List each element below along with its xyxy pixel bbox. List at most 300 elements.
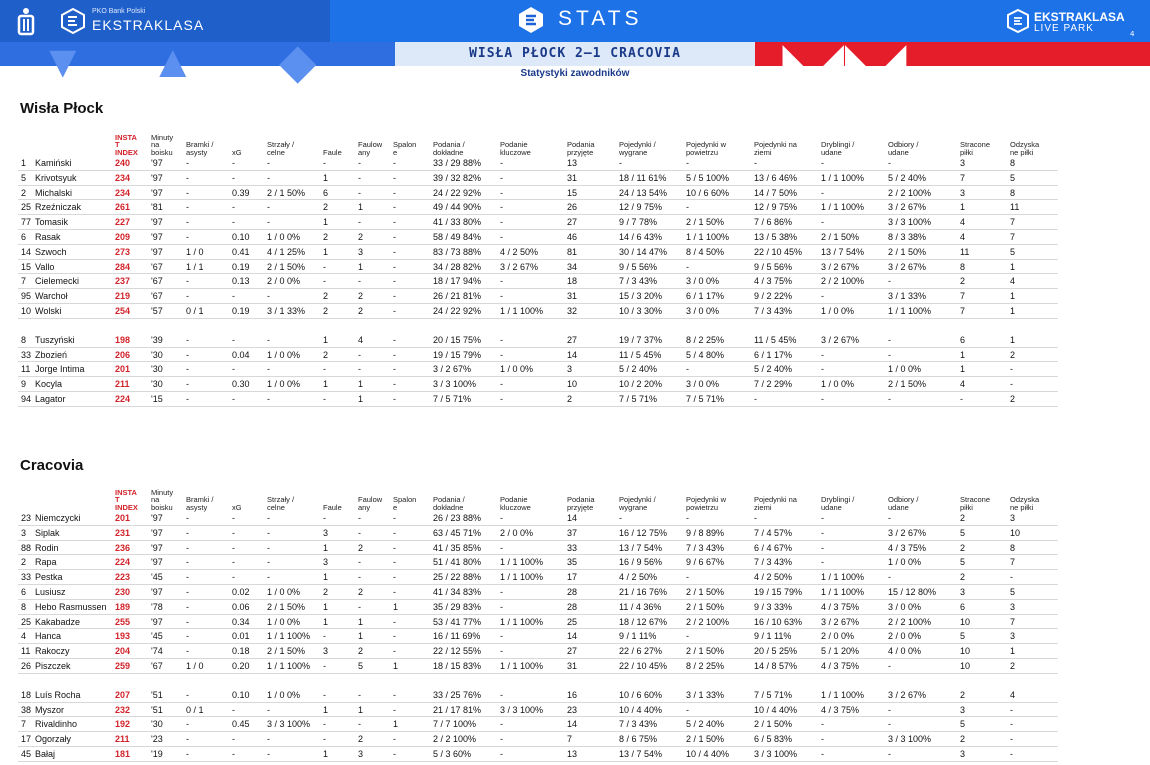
league-label: EKSTRAKLASA — [92, 17, 205, 33]
cell-lost-balls: 2 — [960, 513, 966, 523]
cell-minutes: '97 — [151, 542, 163, 553]
cell-key-passes: - — [500, 393, 503, 404]
cell-dribbles: 13 / 7 54% — [821, 246, 865, 257]
player-name: Pestka — [35, 572, 63, 583]
cell-goals-assists: 1 / 0 — [186, 660, 204, 671]
table-row — [18, 747, 1058, 762]
home-crest-decoration: ▼ — [40, 35, 86, 87]
table-row — [18, 511, 1058, 526]
cell-passes: 25 / 22 88% — [433, 572, 482, 583]
cell-tackles: 3 / 0 0% — [888, 601, 922, 612]
cell-goals-assists: - — [186, 334, 189, 345]
away-crest-decoration: ◣◢◣◢ — [783, 38, 908, 80]
cell-key-passes: - — [500, 734, 503, 745]
cell-recovered-balls: 10 — [1010, 527, 1021, 538]
cell-fouls: - — [323, 631, 326, 642]
cell-fouled: - — [358, 364, 361, 375]
cell-duels: 14 / 6 43% — [619, 231, 663, 242]
cell-duels: 22 / 6 27% — [619, 646, 663, 657]
cell-shots: - — [267, 364, 270, 375]
player-number: 1 — [21, 158, 27, 168]
cell-ground-duels: 3 / 3 100% — [754, 748, 798, 759]
pko-logo-icon — [16, 6, 46, 36]
header-shots: Strzały / celne — [267, 495, 295, 512]
header-fouled: Faulow any — [358, 495, 383, 512]
cell-insta-index: 206 — [115, 349, 131, 360]
cell-key-passes: - — [500, 601, 503, 612]
cell-recovered-balls: - — [1010, 379, 1013, 390]
cell-recovered-balls: 3 — [1010, 601, 1016, 612]
cell-dribbles: 4 / 3 75% — [821, 601, 860, 612]
cell-minutes: '30 — [151, 349, 163, 360]
cell-dribbles: 4 / 3 75% — [821, 660, 860, 671]
table-row — [18, 377, 1058, 392]
cell-aerial-duels: 5 / 4 80% — [686, 349, 725, 360]
cell-offsides: - — [393, 379, 396, 390]
cell-passes-received: 33 — [567, 542, 578, 553]
header-passes: Podania / dokładne — [433, 140, 465, 157]
cell-offsides: - — [393, 527, 396, 538]
cell-key-passes: - — [500, 334, 503, 345]
header-ground-duels: Pojedynki na ziemi — [754, 495, 797, 512]
cell-key-passes: 4 / 2 50% — [500, 246, 539, 257]
cell-tackles: 3 / 2 67% — [888, 527, 927, 538]
cell-shots: 2 / 1 50% — [267, 261, 306, 272]
cell-passes-received: 16 — [567, 689, 578, 700]
cell-duels: 7 / 3 43% — [619, 276, 658, 287]
cell-passes-received: 31 — [567, 291, 578, 302]
cell-insta-index: 236 — [115, 542, 131, 553]
cell-recovered-balls: 1 — [1010, 305, 1016, 316]
cell-fouls: - — [323, 689, 326, 700]
cell-goals-assists: - — [186, 631, 189, 642]
cell-xg: 0.10 — [232, 689, 250, 700]
player-number: 15 — [21, 261, 32, 272]
cell-offsides: - — [393, 646, 396, 657]
player-number: 17 — [21, 734, 32, 745]
cell-aerial-duels: 9 / 6 67% — [686, 557, 725, 568]
cell-ground-duels: - — [754, 513, 757, 523]
cell-fouls: 1 — [323, 748, 329, 759]
cell-duels: - — [619, 158, 622, 168]
cell-aerial-duels: - — [686, 704, 689, 715]
cell-duels: 9 / 5 56% — [619, 261, 658, 272]
header-key-passes: Podanie kluczowe — [500, 140, 531, 157]
cell-passes-received: 7 — [567, 734, 573, 745]
table-row — [18, 289, 1058, 304]
cell-xg: - — [232, 334, 235, 345]
cell-tackles: - — [888, 349, 891, 360]
player-number: 95 — [21, 291, 32, 302]
cell-xg: 0.02 — [232, 586, 250, 597]
table-row — [18, 230, 1058, 245]
cell-aerial-duels: 8 / 2 25% — [686, 660, 725, 671]
header-duels: Pojedynki / wygrane — [619, 495, 656, 512]
cell-offsides: 1 — [393, 719, 399, 730]
cell-shots: 3 / 3 100% — [267, 719, 311, 730]
cell-dribbles: 2 / 1 50% — [821, 231, 860, 242]
cell-recovered-balls: 5 — [1010, 586, 1016, 597]
cell-fouls: 1 — [323, 172, 329, 183]
table-row — [18, 526, 1058, 541]
cell-fouls: - — [323, 719, 326, 730]
cell-duels: - — [619, 513, 622, 523]
cell-aerial-duels: 2 / 2 100% — [686, 616, 730, 627]
cell-aerial-duels: 7 / 5 71% — [686, 393, 725, 404]
cell-ground-duels: 11 / 5 45% — [754, 334, 797, 345]
cell-aerial-duels: 7 / 3 43% — [686, 542, 725, 553]
cell-lost-balls: 11 — [960, 246, 970, 257]
cell-lost-balls: 2 — [960, 572, 966, 583]
cell-passes: 16 / 11 69% — [433, 631, 481, 642]
cell-passes: 58 / 49 84% — [433, 231, 482, 242]
cell-tackles: 1 / 0 0% — [888, 557, 922, 568]
cell-xg: - — [232, 527, 235, 538]
cell-shots: - — [267, 334, 270, 345]
cell-minutes: '51 — [151, 689, 163, 700]
cell-shots: - — [267, 158, 270, 168]
cell-dribbles: - — [821, 748, 824, 759]
cell-duels: 4 / 2 50% — [619, 572, 658, 583]
cell-aerial-duels: - — [686, 631, 689, 642]
cell-ground-duels: - — [754, 158, 757, 168]
cell-duels: 8 / 6 75% — [619, 734, 658, 745]
table-row — [18, 156, 1058, 171]
player-name: Rakoczy — [35, 646, 70, 657]
header-duels: Pojedynki / wygrane — [619, 140, 656, 157]
cell-aerial-duels: 2 / 1 50% — [686, 601, 725, 612]
cell-lost-balls: 2 — [960, 734, 966, 745]
livepark-logo-icon — [1007, 9, 1029, 33]
cell-minutes: '45 — [151, 572, 163, 583]
cell-lost-balls: 3 — [960, 187, 966, 198]
cell-duels: 10 / 2 20% — [619, 379, 663, 390]
header-xg: xG — [232, 502, 242, 512]
player-number: 33 — [21, 572, 32, 583]
cell-goals-assists: - — [186, 364, 189, 375]
header-fouled: Faulow any — [358, 140, 383, 157]
cell-insta-index: 223 — [115, 572, 131, 583]
cell-lost-balls: 4 — [960, 217, 966, 228]
cell-passes: 5 / 3 60% — [433, 748, 472, 759]
player-name: Myszor — [35, 704, 64, 715]
cell-lost-balls: 3 — [960, 158, 966, 168]
cell-tackles: 2 / 2 100% — [888, 187, 932, 198]
cell-dribbles: - — [821, 557, 824, 568]
cell-duels: 24 / 13 54% — [619, 187, 668, 198]
cell-aerial-duels: 3 / 0 0% — [686, 379, 720, 390]
cell-tackles: 3 / 1 33% — [888, 291, 927, 302]
cell-lost-balls: 10 — [960, 660, 971, 671]
cell-duels: 10 / 4 40% — [619, 704, 663, 715]
cell-goals-assists: - — [186, 217, 189, 228]
table-row — [18, 615, 1058, 630]
cell-dribbles: 1 / 0 0% — [821, 305, 855, 316]
table-row — [18, 659, 1058, 674]
home-crest-decoration: ▲ — [150, 35, 196, 87]
cell-xg: - — [232, 513, 235, 523]
header-offsides: Spalon e — [393, 495, 417, 512]
cell-shots: 2 / 1 50% — [267, 601, 306, 612]
cell-offsides: - — [393, 231, 396, 242]
cell-aerial-duels: 2 / 1 50% — [686, 217, 725, 228]
cell-tackles: - — [888, 513, 891, 523]
cell-recovered-balls: 7 — [1010, 231, 1016, 242]
header-passes-received: Podania przyjęte — [567, 140, 595, 157]
cell-passes: 7 / 5 71% — [433, 393, 472, 404]
cell-goals-assists: - — [186, 276, 189, 287]
player-number: 2 — [21, 187, 27, 198]
header-offsides: Spalon e — [393, 140, 417, 157]
header-minutes: Minuty na boisku — [151, 487, 174, 512]
cell-shots: 1 / 0 0% — [267, 231, 301, 242]
cell-passes-received: 32 — [567, 305, 578, 316]
team-name-home: Wisła Płock — [20, 100, 104, 117]
cell-duels: 15 / 3 20% — [619, 291, 663, 302]
cell-insta-index: 201 — [115, 364, 131, 375]
cell-tackles: - — [888, 158, 891, 168]
player-name: Kakabadze — [35, 616, 81, 627]
cell-duels: 22 / 10 45% — [619, 660, 668, 671]
cell-goals-assists: - — [186, 542, 189, 553]
header-fouls: Faule — [323, 147, 342, 157]
cell-goals-assists: - — [186, 586, 189, 597]
cell-passes: 20 / 15 75% — [433, 334, 482, 345]
cell-recovered-balls: 1 — [1010, 646, 1016, 657]
cell-minutes: '97 — [151, 231, 163, 242]
cell-recovered-balls: 5 — [1010, 246, 1016, 257]
cell-fouled: 2 — [358, 291, 364, 302]
cell-passes-received: 31 — [567, 172, 578, 183]
player-number: 7 — [21, 276, 27, 287]
header-goals-assists: Bramki / asysty — [186, 140, 214, 157]
cell-dribbles: 3 / 2 67% — [821, 261, 860, 272]
player-number: 6 — [21, 586, 27, 597]
player-number: 25 — [21, 616, 32, 627]
cell-key-passes: 2 / 0 0% — [500, 527, 534, 538]
cell-recovered-balls: 1 — [1010, 261, 1016, 272]
cell-offsides: - — [393, 542, 396, 553]
cell-fouls: - — [323, 734, 326, 745]
cell-duels: 5 / 2 40% — [619, 364, 658, 375]
player-name: Zbozień — [35, 349, 68, 360]
player-name: Jorge Intima — [35, 364, 85, 375]
cell-shots: - — [267, 557, 270, 568]
cell-ground-duels: 19 / 15 79% — [754, 586, 803, 597]
cell-aerial-duels: 5 / 2 40% — [686, 719, 725, 730]
cell-fouled: - — [358, 557, 361, 568]
cell-tackles: - — [888, 748, 891, 759]
cell-xg: - — [232, 572, 235, 583]
cell-recovered-balls: 7 — [1010, 557, 1016, 568]
cell-xg: 0.34 — [232, 616, 250, 627]
match-title: WISŁA PŁOCK 2–1 CRACOVIA — [469, 46, 681, 61]
cell-recovered-balls: 8 — [1010, 187, 1016, 198]
cell-dribbles: - — [821, 158, 824, 168]
cell-lost-balls: 6 — [960, 601, 966, 612]
cell-minutes: '97 — [151, 217, 163, 228]
cell-fouled: 1 — [358, 704, 364, 715]
cell-minutes: '67 — [151, 276, 163, 287]
cell-recovered-balls: - — [1010, 572, 1013, 583]
cell-passes-received: 2 — [567, 393, 573, 404]
cell-fouls: 1 — [323, 542, 329, 553]
cell-ground-duels: - — [754, 393, 757, 404]
cell-ground-duels: 7 / 5 71% — [754, 689, 793, 700]
cell-lost-balls: - — [960, 393, 963, 404]
cell-goals-assists: - — [186, 158, 189, 168]
header-lost-balls: Stracone piłki — [960, 140, 991, 157]
cell-ground-duels: 7 / 2 29% — [754, 379, 793, 390]
cell-duels: 9 / 1 11% — [619, 631, 657, 642]
cell-passes-received: 10 — [567, 379, 578, 390]
cell-offsides: - — [393, 364, 396, 375]
cell-duels: 13 / 7 54% — [619, 748, 663, 759]
cell-insta-index: 193 — [115, 631, 131, 642]
cell-key-passes: 1 / 1 100% — [500, 616, 544, 627]
match-subtitle: Statystyki zawodników — [520, 68, 630, 79]
cell-fouls: - — [323, 158, 326, 168]
cell-offsides: - — [393, 217, 396, 228]
cell-aerial-duels: 3 / 1 33% — [686, 689, 725, 700]
cell-fouled: - — [358, 217, 361, 228]
group-spacer — [18, 674, 1058, 688]
cell-fouled: - — [358, 276, 361, 287]
ekstraklasa-logo-icon — [60, 8, 86, 34]
cell-goals-assists: 0 / 1 — [186, 704, 204, 715]
cell-insta-index: 201 — [115, 513, 131, 523]
cell-shots: - — [267, 748, 270, 759]
cell-lost-balls: 1 — [960, 202, 966, 213]
cell-tackles: 5 / 2 40% — [888, 172, 927, 183]
cell-shots: - — [267, 393, 270, 404]
cell-passes: 83 / 73 88% — [433, 246, 482, 257]
cell-xg: 0.45 — [232, 719, 250, 730]
cell-shots: - — [267, 172, 270, 183]
cell-xg: 0.18 — [232, 646, 250, 657]
player-number: 25 — [21, 202, 32, 213]
cell-insta-index: 227 — [115, 217, 131, 228]
cell-recovered-balls: 8 — [1010, 542, 1016, 553]
cell-minutes: '67 — [151, 261, 163, 272]
home-color-block — [0, 35, 395, 87]
cell-offsides: - — [393, 291, 396, 302]
cell-insta-index: 211 — [115, 379, 130, 390]
stats-logo-icon — [517, 6, 545, 34]
player-number: 14 — [21, 246, 32, 257]
cell-passes-received: 34 — [567, 261, 578, 272]
cell-tackles: 4 / 0 0% — [888, 646, 922, 657]
cell-minutes: '30 — [151, 379, 163, 390]
cell-xg: - — [232, 557, 235, 568]
player-name: Tuszyński — [35, 334, 75, 345]
cell-offsides: - — [393, 246, 396, 257]
header-aerial-duels: Pojedynki w powietrzu — [686, 495, 727, 512]
table-header — [18, 128, 1058, 156]
cell-recovered-balls: - — [1010, 748, 1013, 759]
cell-xg: - — [232, 542, 235, 553]
cell-passes: 3 / 3 100% — [433, 379, 477, 390]
cell-fouls: 6 — [323, 187, 329, 198]
cell-minutes: '97 — [151, 586, 163, 597]
cell-shots: 2 / 1 50% — [267, 187, 306, 198]
cell-passes-received: 18 — [567, 276, 578, 287]
cell-key-passes: - — [500, 719, 503, 730]
player-name: Lagator — [35, 393, 66, 404]
cell-dribbles: 1 / 1 100% — [821, 586, 865, 597]
cell-insta-index: 204 — [115, 646, 131, 657]
cell-aerial-duels: 8 / 2 25% — [686, 334, 725, 345]
cell-offsides: 1 — [393, 601, 399, 612]
cell-passes: 24 / 22 92% — [433, 187, 482, 198]
cell-xg: 0.39 — [232, 187, 250, 198]
cell-dribbles: - — [821, 217, 824, 228]
cell-key-passes: - — [500, 689, 503, 700]
cell-key-passes: 1 / 1 100% — [500, 305, 544, 316]
cell-shots: - — [267, 734, 270, 745]
cell-passes: 26 / 21 81% — [433, 291, 482, 302]
cell-passes-received: 35 — [567, 557, 578, 568]
cell-minutes: '78 — [151, 601, 163, 612]
cell-recovered-balls: 1 — [1010, 334, 1016, 345]
cell-key-passes: - — [500, 291, 503, 302]
bank-label: PKO Bank Polski — [92, 8, 146, 15]
cell-lost-balls: 5 — [960, 719, 966, 730]
cell-passes-received: 13 — [567, 158, 578, 168]
cell-goals-assists: - — [186, 187, 189, 198]
cell-shots: - — [267, 291, 270, 302]
stats-table-away — [18, 483, 1058, 762]
cell-xg: 0.13 — [232, 276, 250, 287]
cell-goals-assists: - — [186, 527, 189, 538]
header-dribbles: Dryblingi / udane — [821, 140, 855, 157]
cell-fouled: - — [358, 172, 361, 183]
cell-fouled: - — [358, 527, 361, 538]
cell-tackles: 2 / 1 50% — [888, 246, 927, 257]
cell-minutes: '67 — [151, 291, 163, 302]
page-number: 4 — [1130, 30, 1135, 38]
cell-fouls: 2 — [323, 202, 329, 213]
cell-passes: 19 / 15 79% — [433, 349, 482, 360]
player-number: 4 — [21, 631, 27, 642]
cell-key-passes: 3 / 3 100% — [500, 704, 544, 715]
cell-key-passes: - — [500, 379, 503, 390]
cell-minutes: '97 — [151, 172, 163, 183]
group-spacer — [18, 319, 1058, 333]
cell-fouls: 1 — [323, 601, 329, 612]
cell-passes-received: 14 — [567, 513, 578, 523]
cell-shots: - — [267, 513, 270, 523]
cell-key-passes: - — [500, 513, 503, 523]
cell-dribbles: 2 / 0 0% — [821, 631, 855, 642]
cell-fouls: - — [323, 364, 326, 375]
cell-tackles: 15 / 12 80% — [888, 586, 937, 597]
player-number: 2 — [21, 557, 27, 568]
cell-fouled: 1 — [358, 393, 364, 404]
cell-fouled: 2 — [358, 231, 364, 242]
cell-offsides: - — [393, 334, 396, 345]
player-number: 77 — [21, 217, 32, 228]
cell-key-passes: - — [500, 542, 503, 553]
cell-xg: 0.04 — [232, 349, 250, 360]
cell-recovered-balls: 1 — [1010, 291, 1016, 302]
cell-key-passes: - — [500, 276, 503, 287]
cell-passes-received: 25 — [567, 616, 578, 627]
player-name: Rivaldinho — [35, 719, 78, 730]
cell-shots: - — [267, 202, 270, 213]
cell-goals-assists: 1 / 0 — [186, 246, 204, 257]
cell-tackles: - — [888, 393, 891, 404]
